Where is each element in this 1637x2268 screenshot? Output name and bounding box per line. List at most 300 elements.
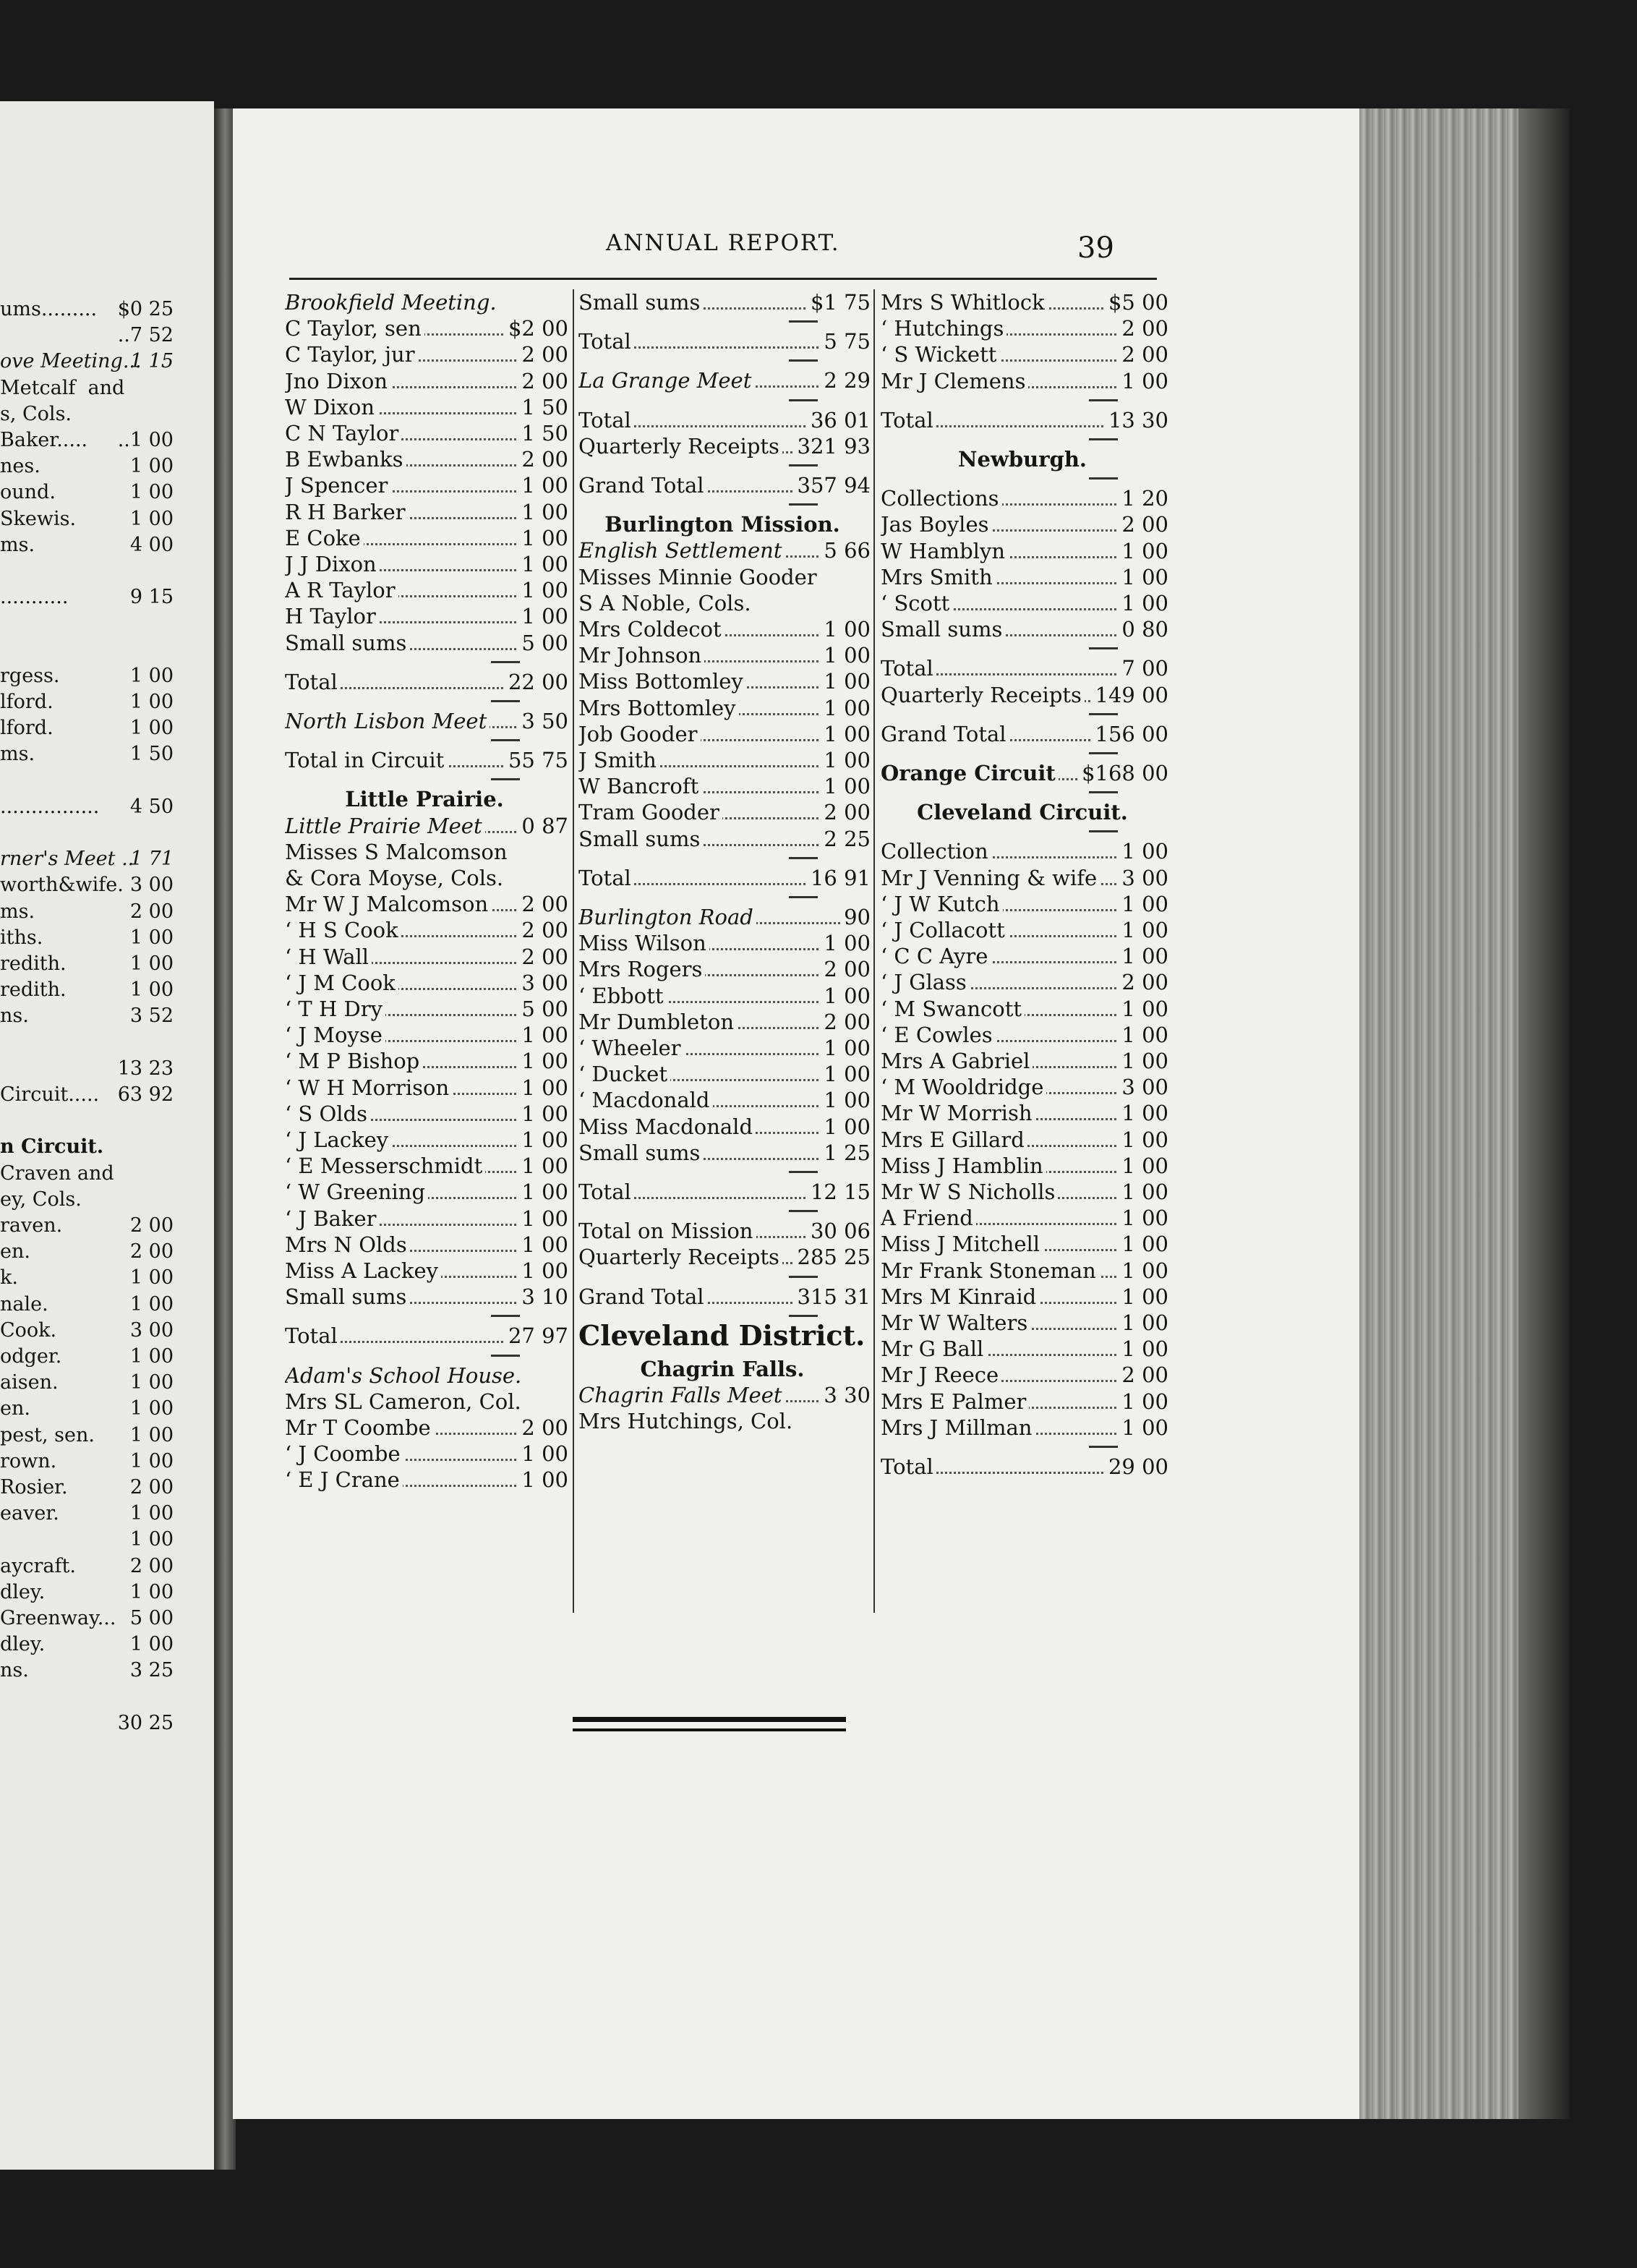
entry-label [578,1009,737,1035]
entry-label [881,721,1009,747]
entry-amount: 55 75 [505,747,568,773]
ledger-row [876,1179,1171,1205]
entry-label [578,1114,756,1140]
left-page-amount: 1 50 [129,743,174,766]
left-page-text: Skewis. [0,507,77,530]
entry-label [881,315,1006,341]
entry-label [285,1101,370,1127]
entry-label [881,1415,1035,1441]
entry-amount: 1 00 [518,1048,568,1074]
entry-label-text: ‘ J Coombe [285,1441,403,1466]
entry-label [285,996,385,1022]
section-rule [789,1276,818,1278]
ledger-row [281,669,571,695]
ledger-row [876,407,1171,433]
left-page-amount: 1 15 [129,350,174,373]
left-page-line [0,1292,210,1318]
entry-label-text: Mrs Hutchings, Col. [578,1409,795,1433]
left-page-line [0,1580,210,1606]
left-page-line [0,1108,210,1134]
left-page-line [0,375,210,401]
entry-amount: 1 00 [518,1467,568,1493]
entry-amount: 2 00 [1119,1362,1168,1388]
entry-amount: $5 00 [1106,289,1168,315]
section-rule [1089,477,1118,479]
entry-label-text: ‘ Wheeler [578,1036,684,1060]
left-page-text: nale. [0,1292,48,1316]
entry-label-text: Brookfield Meeting. [285,290,500,315]
book-edge-shadow [1518,108,1569,2119]
left-page-text: ound. [0,481,56,504]
ledger-row [876,1389,1171,1415]
entry-label-text: Total [578,329,634,354]
entry-amount: 2 00 [1119,341,1168,367]
entry-label-text: ‘ W H Morrison [285,1075,452,1100]
entry-label [881,891,1003,917]
left-page-amount: 13 23 [117,1057,174,1080]
entry-label-text: Total in Circuit [285,748,447,772]
ledger-row [281,551,571,577]
entry-label [285,289,500,315]
entry-label [285,1363,524,1389]
entry-label-text: Mr W Walters [881,1310,1030,1335]
ledger-row [281,1048,571,1074]
entry-amount: 1 00 [1119,1284,1168,1310]
entry-amount: 1 00 [821,616,871,642]
entry-label [285,917,401,943]
ledger-row [281,630,571,656]
entry-label [285,630,409,656]
entry-amount: 1 00 [518,1153,568,1179]
entry-label [578,983,667,1009]
left-page-text: eaver. [0,1502,59,1525]
ledger-row [281,747,571,773]
entry-label [285,1153,485,1179]
left-page-text: odger. [0,1345,62,1368]
entry-label [578,328,634,354]
left-page-amount: 1 00 [129,979,174,1002]
ledger-row [281,944,571,970]
left-page-line [0,1658,210,1684]
entry-label-text: Mr Frank Stoneman [881,1258,1099,1283]
entry-amount: 2 00 [518,1415,568,1441]
ledger-row [876,1310,1171,1336]
entry-label-text: Small sums [881,617,1005,641]
ledger-row [876,446,1171,472]
entry-label [578,367,754,393]
ledger-row [281,394,571,420]
entry-label [881,616,1005,642]
ledger-row [281,1232,571,1258]
ledger-row [281,1284,571,1310]
entry-label [285,1022,385,1048]
entry-label-text: ‘ E Cowles [881,1023,996,1047]
section-rule [1089,647,1118,649]
entry-label [881,1284,1039,1310]
left-page-amount: 1 00 [129,1397,174,1420]
entry-label-text: Total on Mission [578,1219,756,1243]
entry-label-text: Total [578,1180,634,1204]
entry-amount: 1 00 [1119,1100,1168,1126]
entry-label-text: Mr J Reece [881,1363,1001,1387]
entry-amount: 1 25 [821,1140,871,1166]
left-page-line [0,1632,210,1658]
entry-label-text: Miss J Mitchell [881,1232,1043,1256]
ledger-row [574,799,873,825]
ledger-row [876,1127,1171,1153]
entry-label [285,1232,410,1258]
ledger-row [876,1205,1171,1231]
entry-amount: 1 00 [821,983,871,1009]
entry-label-text: ‘ S Olds [285,1101,370,1126]
section-rule [491,700,520,702]
ledger-row [876,1415,1171,1441]
left-page-text: Baker..... [0,429,88,451]
ledger-row [574,1356,873,1382]
left-page-amount: 2 00 [129,1240,174,1263]
entry-amount: 1 00 [821,773,871,799]
ledger-row [876,511,1171,537]
entry-label [578,1218,756,1244]
ledger-row [281,1323,571,1349]
ledger-row [281,499,571,525]
entry-label [285,577,398,603]
left-page-line [0,401,210,427]
entry-label [578,773,701,799]
left-page-line [0,610,210,636]
entry-label [881,760,1059,786]
entry-label [285,891,491,917]
entry-amount: 2 00 [518,341,568,367]
ledger-row [281,917,571,943]
entry-label [881,1231,1043,1257]
entry-amount: 3 00 [1119,865,1168,891]
entry-label-text: Burlington Road [578,905,756,929]
entry-label-text: Mrs Rogers [578,957,705,981]
left-page-amount: 2 00 [129,1554,174,1577]
left-page-text: Metcalf and [0,376,125,399]
entry-amount: 5 00 [518,996,568,1022]
entry-label [881,485,1002,511]
entry-amount: 156 00 [1093,721,1168,747]
left-page-text: Circuit..... [0,1083,100,1106]
left-page-amount: 1 00 [129,1633,174,1656]
ledger-row [281,970,571,996]
entry-label [285,1048,422,1074]
left-page-line [0,689,210,715]
ledger-row [574,668,873,694]
entry-label-text: North Lisbon Meet [285,709,490,733]
entry-label [881,682,1085,708]
entry-label-text: Newburgh. [958,447,1090,472]
entry-label [876,446,1171,472]
ledger-row [281,813,571,839]
entry-label-text: ‘ T H Dry [285,997,385,1021]
entry-label [578,616,725,642]
entry-label [285,669,341,695]
entry-label-text: ‘ S Wickett [881,342,999,367]
entry-amount: 1 00 [821,1114,871,1140]
ledger-row [574,1087,873,1113]
entry-label-text: Total [881,1454,936,1479]
ledger-row [281,1258,571,1284]
entry-label-text: Quarterly Receipts [578,1245,782,1269]
entry-label-text: H Taylor [285,604,379,628]
entry-label-text: Mrs E Gillard [881,1127,1027,1152]
entry-amount: 1 00 [821,930,871,956]
left-page-line [0,820,210,846]
left-page-amount: ..1 00 [117,429,174,451]
entry-label-text: Mr J Venning & wife [881,866,1100,890]
entry-label-text: C Taylor, sen [285,316,424,341]
entry-label-text: Mrs N Olds [285,1232,410,1257]
entry-amount: 1 00 [1119,538,1168,564]
ledger-row [876,1362,1171,1388]
entry-amount: 1 00 [821,1087,871,1113]
entry-amount: 2 00 [518,891,568,917]
entry-label-text: E Coke [285,526,364,550]
entry-amount: 285 25 [795,1244,871,1270]
ledger-row [574,721,873,747]
entry-label [578,407,634,433]
left-page-line [0,741,210,767]
ledger-row [876,721,1171,747]
left-page-amount: 1 00 [129,691,174,713]
entry-label [285,315,424,341]
ledger-row [574,1284,873,1310]
ledger-row [876,1454,1171,1480]
entry-label [281,786,571,812]
entry-label-text: ‘ H Wall [285,945,372,969]
entry-amount: $1 75 [808,289,871,315]
entry-label-text: Mr W Morrish [881,1101,1035,1125]
left-page-line [0,532,210,558]
left-page-line [0,1370,210,1396]
left-page-line [0,1606,210,1632]
entry-label [285,551,380,577]
entry-label [881,1310,1030,1336]
left-page-amount: 1 00 [129,455,174,478]
entry-amount: 1 00 [1119,368,1168,394]
entry-amount: 2 00 [518,944,568,970]
entry-label [881,1100,1035,1126]
left-page-line [0,663,210,689]
left-page-line [0,323,210,349]
entry-label [285,525,364,551]
entry-label [881,1258,1099,1284]
ledger-row [876,368,1171,394]
ledger-row [281,1363,571,1389]
entry-label [881,655,936,681]
entry-label [578,642,704,668]
ledger-row [876,1153,1171,1179]
left-page-line [0,768,210,794]
entry-label [285,813,485,839]
ledger-row [574,564,873,590]
entry-label-text: Little Prairie Meet [285,814,485,838]
entry-label [285,341,418,367]
entry-label-text: Small sums [285,1284,409,1309]
entry-label-text: Misses Minnie Gooder [578,565,820,589]
left-page-text: lford. [0,717,54,740]
entry-label [881,289,1048,315]
section-rule [491,739,520,741]
ledger-row [574,616,873,642]
entry-label [881,1336,986,1362]
entry-amount: 5 00 [518,630,568,656]
entry-amount: 3 00 [1119,1074,1168,1100]
left-page-amount: ..7 52 [117,324,174,347]
entry-amount: 12 15 [808,1179,871,1205]
ledger-row [574,472,873,498]
entry-amount: 1 00 [518,1258,568,1284]
entry-amount: 3 10 [518,1284,568,1310]
entry-label-text: Miss Macdonald [578,1114,756,1139]
entry-amount: 1 00 [518,1179,568,1205]
ledger-row [281,472,571,498]
ledger-row [574,1382,873,1408]
entry-label-text: ‘ J Collacott [881,918,1008,942]
section-rule [1089,830,1118,832]
left-page-line [0,1187,210,1213]
section-rule [1089,791,1118,793]
ledger-row [876,655,1171,681]
entry-amount: $168 00 [1079,760,1168,786]
entry-label-text: ‘ J M Cook [285,971,398,995]
ledger-row [876,485,1171,511]
left-page-text: rown. [0,1449,57,1472]
entry-label [285,1441,403,1467]
ledger-row [876,1048,1171,1074]
entry-label-text: Jas Boyles [881,512,992,537]
entry-amount: 5 75 [821,328,871,354]
entry-label-text: Mr Dumbleton [578,1010,737,1034]
entry-label-text: Job Gooder [578,722,701,746]
left-page-amount: 1 00 [129,717,174,740]
entry-label-text: Jno Dixon [285,369,390,393]
ledger-row [876,1100,1171,1126]
ledger-row [281,1467,571,1493]
left-page-text: worth&wife. [0,874,124,897]
entry-amount: 1 00 [1119,1048,1168,1074]
entry-amount: 321 93 [795,433,871,459]
ledger-row [281,1441,571,1467]
section-rule [491,1355,520,1357]
section-rule [789,399,818,401]
left-page-text: k. [0,1266,18,1289]
entry-label-text: Mrs S Whitlock [881,290,1048,315]
entry-label [876,799,1171,825]
section-rule [789,1171,818,1173]
left-page-amount: 2 00 [129,900,174,923]
entry-label [881,1205,976,1231]
entry-label [881,1454,936,1480]
entry-label-text: J J Dixon [285,552,380,576]
left-page-line [0,1003,210,1029]
left-page-amount: 1 00 [129,1528,174,1551]
left-page-text: ums......... [0,298,98,320]
entry-label [578,590,754,616]
entry-amount: 1 00 [1119,943,1168,969]
entry-label-text: Mr Johnson [578,643,704,668]
entry-label-text: ‘ M P Bishop [285,1049,422,1073]
ledger-row [574,826,873,852]
ledger-row [281,446,571,472]
left-page-text: raven. [0,1214,63,1237]
entry-label-text: Cleveland District. [578,1323,868,1349]
entry-label [285,747,447,773]
entry-label-text: Small sums [285,631,409,655]
entry-label [578,1323,868,1349]
entry-label-text: Mrs Bottomley [578,696,739,720]
entry-label [578,1244,782,1270]
entry-label [285,970,398,996]
section-rule [789,503,818,506]
entry-label [881,407,936,433]
entry-label [578,930,709,956]
entry-amount: $2 00 [505,315,568,341]
entry-label-text: ‘ Macdonald [578,1088,713,1112]
section-rule [789,464,818,466]
left-page-line [0,297,210,323]
entry-label-text: ‘ J W Kutch [881,892,1003,916]
section-rule [1089,1446,1118,1448]
left-page-text: ms. [0,533,35,556]
ledger-row [876,682,1171,708]
entry-label [881,969,970,995]
entry-label-text: C Taylor, jur [285,342,418,367]
entry-label-text: Mr G Ball [881,1336,986,1361]
left-page-line [0,1161,210,1187]
entry-label [881,1179,1058,1205]
ledger-row [574,590,873,616]
entry-label-text: Little Prairie. [345,787,507,811]
left-page-text: n Circuit. [0,1135,104,1159]
left-page-line [0,846,210,872]
entry-amount: 27 97 [505,1323,568,1349]
entry-amount: 16 91 [808,865,871,891]
entry-label-text: Mrs SL Cameron, Col. [285,1389,524,1414]
entry-amount: 1 00 [821,1061,871,1087]
left-page-amount: 3 00 [129,1318,174,1342]
ledger-row [574,328,873,354]
left-page-line [0,794,210,820]
entry-amount: 1 00 [1119,838,1168,864]
ledger-row [876,917,1171,943]
entry-amount: 1 00 [518,525,568,551]
left-page-line [0,584,210,610]
entry-label-text: & Cora Moyse, Cols. [285,866,506,890]
entry-label-text: ‘ M Wooldridge [881,1075,1046,1099]
ledger-row [574,1035,873,1061]
left-page-line [0,506,210,532]
ledger-row [574,407,873,433]
ledger-row [281,996,571,1022]
left-page-line [0,1344,210,1370]
entry-amount: 1 00 [518,1232,568,1258]
entry-amount: 2 00 [1119,969,1168,995]
ledger-row [574,773,873,799]
entry-label-text: Total [285,670,341,694]
ledger-row [574,904,873,930]
ledger-row [281,577,571,603]
entry-label [578,956,705,982]
ledger-row [574,1140,873,1166]
left-page-amount: 1 00 [129,481,174,504]
entry-label-text: English Settlement [578,538,785,563]
entry-label [578,537,785,563]
left-page-line [0,1082,210,1108]
